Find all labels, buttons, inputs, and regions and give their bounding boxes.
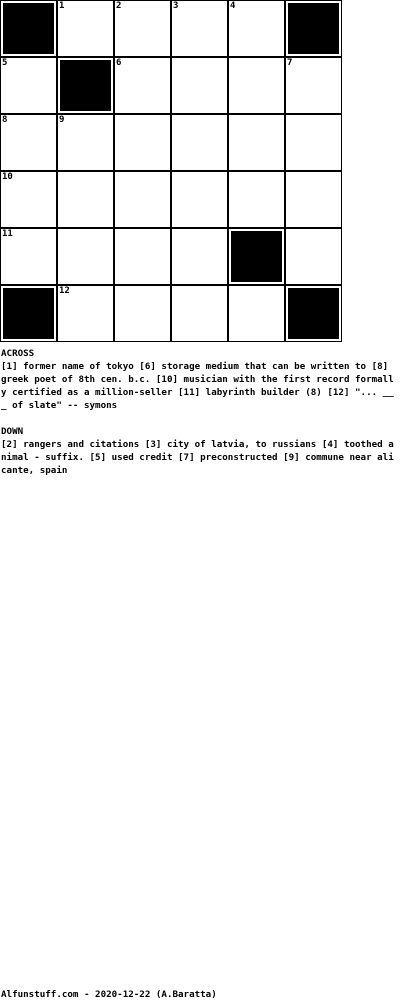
grid-block-cell bbox=[285, 0, 342, 57]
grid-cell[interactable] bbox=[57, 285, 114, 342]
clue-number: 11 bbox=[2, 229, 13, 239]
grid-block-cell bbox=[228, 228, 285, 285]
grid-cell[interactable] bbox=[285, 171, 342, 228]
grid-cell[interactable] bbox=[0, 57, 57, 114]
clue-number: 9 bbox=[59, 115, 65, 125]
grid-cell[interactable] bbox=[0, 171, 57, 228]
grid-cell[interactable] bbox=[285, 57, 342, 114]
clue-number: 5 bbox=[2, 58, 8, 68]
clue-number: 2 bbox=[116, 1, 122, 11]
grid-cell[interactable] bbox=[114, 0, 171, 57]
clue-number: 7 bbox=[287, 58, 293, 68]
down-clues: [2] rangers and citations [3] city of latvia, to russians [4] toothed animal - suffix. [5] used credit [7] preconstructed [9] commune near alicante, spain bbox=[1, 439, 394, 476]
clue-number: 3 bbox=[173, 1, 179, 11]
grid-block-cell bbox=[0, 0, 57, 57]
grid-cell[interactable] bbox=[57, 228, 114, 285]
clues-section bbox=[1, 347, 398, 477]
across-clues: [1] former name of tokyo [6] storage medium that can be written to [8] greek poet of 8th cen. b.c. [10] musician with the first record formally certified as a million-seller [11] labyrinth builder (8) [12] "... ___ of slate" -- symons bbox=[1, 361, 394, 411]
grid-cell[interactable] bbox=[0, 114, 57, 171]
grid-cell[interactable] bbox=[0, 228, 57, 285]
grid-cell[interactable] bbox=[114, 114, 171, 171]
grid-cell[interactable] bbox=[171, 285, 228, 342]
grid-cell[interactable] bbox=[228, 57, 285, 114]
grid-cell[interactable] bbox=[171, 57, 228, 114]
clue-number: 12 bbox=[59, 286, 70, 296]
grid-cell[interactable] bbox=[171, 114, 228, 171]
grid-cell[interactable] bbox=[114, 285, 171, 342]
grid-cell[interactable] bbox=[114, 228, 171, 285]
grid-cell[interactable] bbox=[228, 114, 285, 171]
crossword-grid bbox=[0, 0, 343, 343]
grid-cell[interactable] bbox=[114, 171, 171, 228]
across-heading: ACROSS bbox=[1, 348, 35, 359]
footer-credit: Alfunstuff.com - 2020-12-22 (A.Baratta) bbox=[1, 989, 217, 1000]
grid-cell[interactable] bbox=[114, 57, 171, 114]
grid-block-cell bbox=[285, 285, 342, 342]
grid-cell[interactable] bbox=[228, 0, 285, 57]
clue-number: 4 bbox=[230, 1, 236, 11]
grid-cell[interactable] bbox=[57, 171, 114, 228]
grid-cell[interactable] bbox=[285, 228, 342, 285]
clue-number: 6 bbox=[116, 58, 122, 68]
grid-cell[interactable] bbox=[57, 114, 114, 171]
clue-number: 1 bbox=[59, 1, 65, 11]
down-heading: DOWN bbox=[1, 426, 24, 437]
grid-cell[interactable] bbox=[171, 171, 228, 228]
grid-cell[interactable] bbox=[228, 285, 285, 342]
clue-number: 8 bbox=[2, 115, 8, 125]
grid-cell[interactable] bbox=[228, 171, 285, 228]
grid-cell[interactable] bbox=[171, 228, 228, 285]
grid-block-cell bbox=[57, 57, 114, 114]
grid-block-cell bbox=[0, 285, 57, 342]
grid-cell[interactable] bbox=[285, 114, 342, 171]
clue-number: 10 bbox=[2, 172, 13, 182]
grid-cell[interactable] bbox=[57, 0, 114, 57]
grid-cell[interactable] bbox=[171, 0, 228, 57]
